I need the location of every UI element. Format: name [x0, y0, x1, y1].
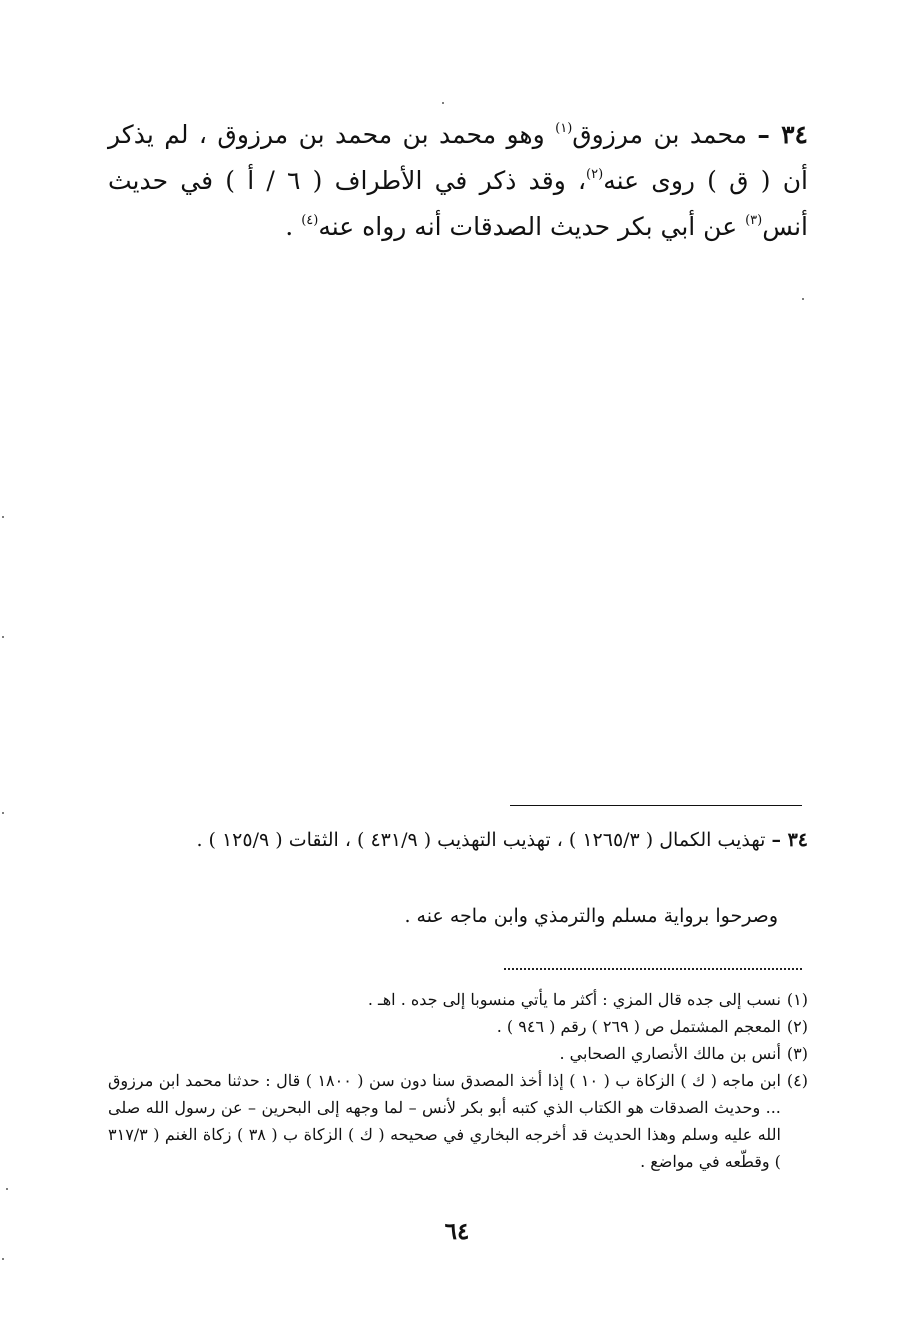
footnote-item	[108, 1067, 808, 1175]
sources-note: وصرحوا برواية مسلم والترمذي وابن ماجه عنه .	[404, 905, 778, 927]
entry-text-segment: .	[285, 212, 302, 241]
scan-speck	[6, 1188, 8, 1190]
sources-text: تهذيب الكمال ( ١٢٦٥/٣ ) ، تهذيب التهذيب ( ٤٣١/٩ ) ، الثقات ( ١٢٥/٩ ) .	[196, 829, 772, 851]
entry-text-segment: وهو محمد بن محمد بن مرزوق ، لم يذكر أن ( ق ) روى عنه	[108, 120, 808, 195]
footnote-item	[108, 1013, 808, 1040]
scan-speck	[2, 812, 4, 814]
footnote-text: نسب إلى جده قال المزي : أكثر ما يأتي منسوبا إلى جده . اهـ .	[367, 990, 781, 1009]
scan-speck	[802, 298, 804, 300]
footnote-reference[interactable]: (٤)	[301, 213, 319, 228]
scan-speck	[2, 516, 4, 518]
entry-number: ٣٤ –	[757, 120, 808, 149]
scan-speck	[2, 1258, 4, 1260]
footnote-text: أنس بن مالك الأنصاري الصحابي .	[559, 1044, 781, 1063]
footnote-marker: (٣)	[786, 1044, 808, 1063]
page-number: ٦٤	[444, 1218, 470, 1245]
sources-entry-number: ٣٤ –	[771, 829, 808, 851]
section-divider	[510, 805, 802, 806]
entry-text-segment: محمد بن مرزوق	[572, 120, 758, 149]
scan-speck	[442, 102, 444, 104]
footnote-reference[interactable]: (١)	[555, 121, 573, 136]
footnote-text: المعجم المشتمل ص ( ٢٦٩ ) رقم ( ٩٤٦ ) .	[496, 1017, 781, 1036]
footnote-reference[interactable]: (٢)	[586, 167, 604, 182]
scan-speck	[2, 636, 4, 638]
footnote-marker: (١)	[786, 990, 808, 1009]
entry-paragraph	[108, 112, 808, 250]
entry-text-segment: ، وقد ذكر في الأطراف ( ٦ / أ ) في حديث أنس	[108, 166, 808, 241]
entry-text-segment: عن أبي بكر حديث الصدقات أنه رواه عنه	[318, 212, 746, 241]
footnote-marker: (٢)	[786, 1017, 808, 1036]
footnote-item	[108, 1040, 808, 1067]
sources-paragraph	[108, 822, 808, 858]
footnote-marker: (٤)	[786, 1071, 808, 1090]
footnotes-list	[108, 986, 808, 1175]
footnote-text: ابن ماجه ( ك ) الزكاة ب ( ١٠ ) إذا أخذ المصدق سنا دون سن ( ١٨٠٠ ) قال : حدثنا محمد ابن مرزوق ... وحديث الصدقات هو الكتاب الذي كتبه أبو بكر لأنس – لما وجهه إلى البحرين – عن رسول الله صلى الله عليه وسلم وهذا الحديث قد أخرجه البخاري في صحيحه ( ك ) الزكاة ب ( ٣٨ ) زكاة الغنم ( ٣١٧/٣ ) وقطّعه في مواضع .	[108, 1071, 781, 1171]
footnote-divider	[504, 968, 802, 970]
footnote-item	[108, 986, 808, 1013]
footnote-reference[interactable]: (٣)	[745, 213, 763, 228]
